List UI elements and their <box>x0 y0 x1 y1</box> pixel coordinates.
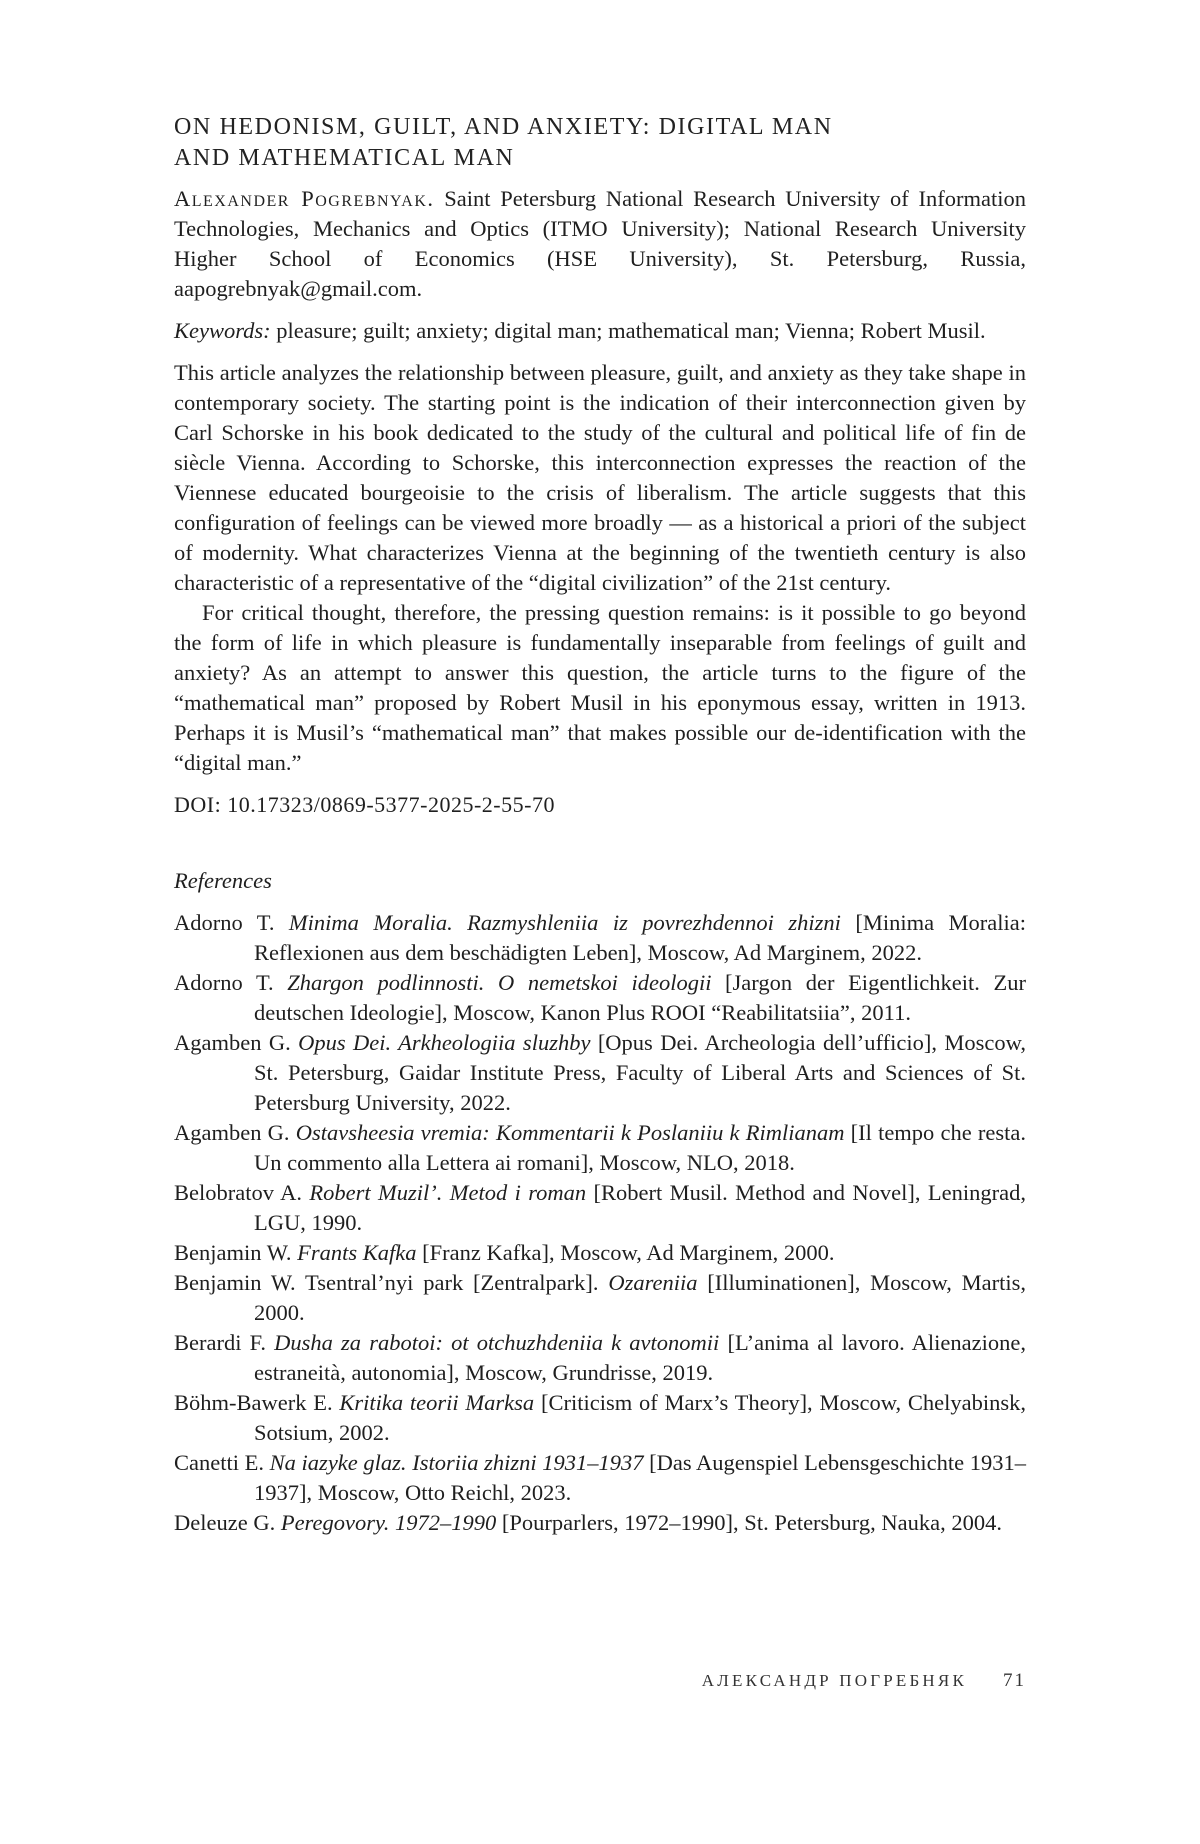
reference-title: Frants Kafka <box>297 1240 417 1265</box>
reference-author: Adorno T. <box>174 970 288 995</box>
page-number: 71 <box>1003 1670 1026 1691</box>
reference-item <box>174 1328 1026 1388</box>
reference-author: Canetti E. <box>174 1450 270 1475</box>
author-block <box>174 184 1026 304</box>
reference-details: [Franz Kafka], Moscow, Ad Marginem, 2000. <box>416 1240 835 1265</box>
author-affiliation: Saint Petersburg National Research University of Information Technologies, Mechanics and Optics (ITMO University); National Research University Higher School of Economics (HSE University), St. Petersburg, Russia, aapogrebnyak@gmail.com. <box>174 186 1026 301</box>
reference-title: Ostavsheesia vremia: Kommentarii k Poslaniiu k Rimlianam <box>295 1120 845 1145</box>
reference-title: Opus Dei. Arkheologiia sluzhby <box>298 1030 591 1055</box>
reference-details: [Minima Moralia: Reflexionen aus dem beschädigten Leben], Moscow, Ad Marginem, 2022. <box>254 910 1026 965</box>
reference-details: [Pourparlers, 1972–1990], St. Petersburg, Nauka, 2004. <box>496 1510 1002 1535</box>
reference-item <box>174 1388 1026 1448</box>
article-title-line-2: AND MATHEMATICAL MAN <box>174 145 515 171</box>
running-head: АЛЕКСАНДР ПОГРЕБНЯК <box>701 1671 967 1690</box>
reference-item <box>174 1268 1026 1328</box>
reference-details: [Illuminationen], Moscow, Martis, 2000. <box>254 1270 1026 1325</box>
reference-author: Agamben G. <box>174 1030 299 1055</box>
reference-list <box>174 908 1026 1538</box>
references-heading: References <box>174 868 272 893</box>
reference-author: Adorno T. <box>174 910 289 935</box>
reference-details: [Jargon der Eigentlichkeit. Zur deutschen Ideologie], Moscow, Kanon Plus ROOI “Reabilitatsiia”, 2011. <box>254 970 1026 1025</box>
reference-title: Peregovory. 1972–1990 <box>280 1510 497 1535</box>
author-name: Alexander Pogrebnyak. <box>174 186 435 211</box>
reference-title: Ozareniia <box>608 1270 698 1295</box>
reference-author: Agamben G. <box>174 1120 296 1145</box>
abstract <box>174 358 1026 778</box>
reference-author: Belobratov A. <box>174 1180 310 1205</box>
reference-item <box>174 968 1026 1028</box>
reference-details: [L’anima al lavoro. Alienazione, estraneità, autonomia], Moscow, Grundrisse, 2019. <box>254 1330 1026 1385</box>
reference-title: Kritika teorii Marksa <box>339 1390 535 1415</box>
reference-item <box>174 1448 1026 1508</box>
reference-details: [Das Augenspiel Lebensgeschichte 1931–1937], Moscow, Otto Reichl, 2023. <box>254 1450 1026 1505</box>
abstract-paragraph-2: For critical thought, therefore, the pressing question remains: is it possible to go beyond the form of life in which pleasure is fundamentally inseparable from feelings of guilt and anxiety? As an attempt to answer this question, the article turns to the figure of the “mathematical man” proposed by Robert Musil in his eponymous essay, written in 1913. Perhaps it is Musil’s “mathematical man” that makes possible our de-identification with the “digital man.” <box>174 600 1026 775</box>
reference-author: Benjamin W. <box>174 1240 298 1265</box>
reference-author: Böhm-Bawerk E. <box>174 1390 340 1415</box>
reference-item <box>174 1028 1026 1118</box>
keywords-list: pleasure; guilt; anxiety; digital man; mathematical man; Vienna; Robert Musil. <box>270 318 986 343</box>
article-title <box>174 112 1026 174</box>
keywords-block <box>174 316 1026 346</box>
reference-item <box>174 908 1026 968</box>
abstract-paragraph-1: This article analyzes the relationship between pleasure, guilt, and anxiety as they take shape in contemporary society. The starting point is the indication of their interconnection given by Carl Schorske in his book dedicated to the study of the cultural and political life of fin de siècle Vienna. According to Schorske, this interconnection expresses the reaction of the Viennese educated bourgeoisie to the crisis of liberalism. The article suggests that this configuration of feelings can be viewed more broadly — as a historical a priori of the subject of modernity. What characterizes Vienna at the beginning of the twentieth century is also characteristic of a representative of the “digital civilization” of the 21st century. <box>174 360 1026 595</box>
reference-author: Deleuze G. <box>174 1510 281 1535</box>
reference-author: Benjamin W. Tsentral’nyi park [Zentralpark]. <box>174 1270 609 1295</box>
reference-item <box>174 1238 1026 1268</box>
reference-details: [Robert Musil. Method and Novel], Leningrad, LGU, 1990. <box>254 1180 1027 1235</box>
article-page <box>174 112 1026 1538</box>
reference-details: [Criticism of Marx’s Theory], Moscow, Chelyabinsk, Sotsium, 2002. <box>254 1390 1027 1445</box>
page-footer <box>174 1670 1026 1692</box>
article-title-line-1: ON HEDONISM, GUILT, AND ANXIETY: DIGITAL MAN <box>174 114 833 140</box>
doi: DOI: 10.17323/0869-5377-2025-2-55-70 <box>174 792 555 817</box>
reference-title: Minima Moralia. Razmyshleniia iz povrezhdennoi zhizni <box>288 910 841 935</box>
reference-details: [Il tempo che resta. Un commento alla Lettera ai romani], Moscow, NLO, 2018. <box>254 1120 1026 1175</box>
reference-author: Berardi F. <box>174 1330 275 1355</box>
reference-item <box>174 1508 1026 1538</box>
reference-title: Zhargon podlinnosti. O nemetskoi ideologii <box>287 970 712 995</box>
reference-title: Robert Muzil’. Metod i roman <box>309 1180 587 1205</box>
keywords-label: Keywords: <box>174 318 271 343</box>
reference-details: [Opus Dei. Archeologia dell’ufficio], Moscow, St. Petersburg, Gaidar Institute Press, Faculty of Liberal Arts and Sciences of St. Petersburg University, 2022. <box>254 1030 1026 1115</box>
reference-item <box>174 1118 1026 1178</box>
reference-title: Na iazyke glaz. Istoriia zhizni 1931–1937 <box>269 1450 644 1475</box>
reference-title: Dusha za rabotoi: ot otchuzhdeniia k avtonomii <box>274 1330 720 1355</box>
reference-item <box>174 1178 1026 1238</box>
